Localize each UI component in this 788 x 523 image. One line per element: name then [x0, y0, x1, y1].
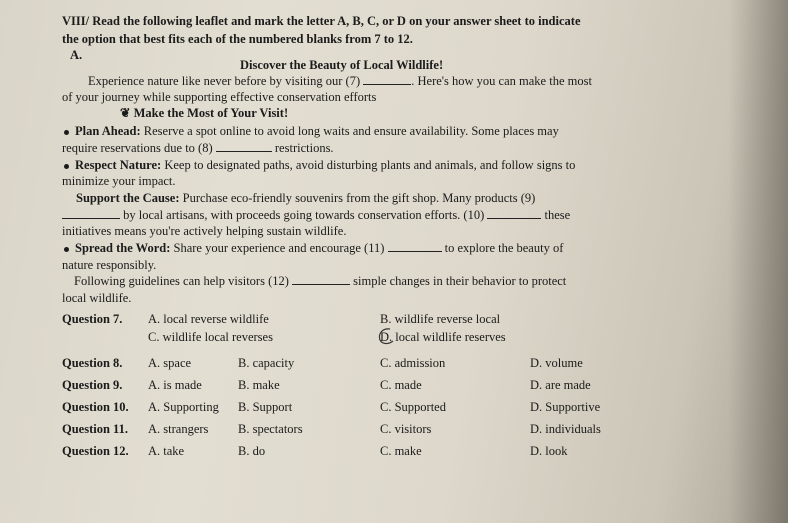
blank-8	[216, 141, 272, 152]
blank-11	[388, 241, 442, 252]
respect-text-a: Keep to designated paths, avoid disturbing plants and animals, and follow signs to	[161, 158, 576, 172]
support-text-c: these	[544, 208, 571, 222]
option-c[interactable]: C. admission	[380, 356, 446, 370]
support-label: Support the Cause:	[76, 191, 180, 205]
leaf-icon: ❦	[120, 106, 134, 120]
option-a[interactable]: A. local reverse wildlife	[148, 312, 269, 326]
support-line-3: initiatives means you're actively helping sustain wildlife.	[62, 224, 347, 238]
plan-line-2	[62, 141, 334, 155]
question-label: Question 12.	[62, 444, 129, 458]
option-b[interactable]: B. wildlife reverse local	[380, 312, 501, 326]
plan-text-b: require reservations due to (8)	[62, 141, 213, 155]
option-d[interactable]: D. volume	[530, 356, 583, 370]
spread-text-a: Share your experience and encourage (11)	[170, 241, 385, 255]
option-a[interactable]: A. space	[148, 356, 192, 370]
option-b[interactable]: B. do	[238, 444, 266, 458]
support-text-b: by local artisans, with proceeds going towards conservation efforts. (10)	[123, 208, 485, 222]
option-d[interactable]: D. individuals	[530, 422, 601, 436]
option-d[interactable]: D. look	[530, 444, 568, 458]
option-c[interactable]: C. made	[380, 378, 422, 392]
option-b[interactable]: B. make	[238, 378, 280, 392]
bullet-dot	[64, 130, 69, 135]
plan-label: Plan Ahead:	[75, 124, 141, 138]
option-a[interactable]: A. Supporting	[148, 400, 219, 414]
bullet-plan	[64, 124, 559, 138]
question-label: Question 9.	[62, 378, 123, 392]
blank-9	[62, 208, 120, 219]
respect-label: Respect Nature:	[75, 158, 162, 172]
blank-10	[487, 208, 541, 219]
blank-7	[363, 74, 411, 85]
support-text-a: Purchase eco-friendly souvenirs from the gift shop. Many products (9)	[179, 191, 536, 205]
section-letter: A.	[70, 48, 83, 62]
spread-label: Spread the Word:	[75, 241, 171, 255]
option-a[interactable]: A. strangers	[148, 422, 209, 436]
option-c[interactable]: C. make	[380, 444, 422, 458]
intro-line-2: of your journey while supporting effective conservation efforts	[62, 90, 377, 104]
blank-12	[292, 274, 350, 285]
intro-line-1	[88, 74, 592, 88]
follow-text-b: simple changes in their behavior to protect	[353, 274, 567, 288]
subtitle-text: Make the Most of Your Visit!	[133, 106, 289, 120]
option-d[interactable]: D. Supportive	[530, 400, 601, 414]
intro-text-a: Experience nature like never before by visiting our (7)	[88, 74, 361, 88]
option-a[interactable]: A. take	[148, 444, 185, 458]
bullet-dot	[64, 164, 69, 169]
subtitle	[120, 106, 288, 120]
bullet-spread	[64, 241, 563, 255]
question-label: Question 8.	[62, 356, 123, 370]
plan-text-c: restrictions.	[274, 141, 334, 155]
option-b[interactable]: B. capacity	[238, 356, 295, 370]
plan-text-a: Reserve a spot online to avoid long waits and ensure availability. Some places may	[140, 124, 559, 138]
bullet-support	[76, 191, 535, 205]
option-a[interactable]: A. is made	[148, 378, 202, 392]
option-c[interactable]: C. wildlife local reverses	[148, 330, 273, 344]
option-d[interactable]: D. are made	[530, 378, 591, 392]
respect-line-2: minimize your impact.	[62, 174, 176, 188]
follow-line-2: local wildlife.	[62, 291, 132, 305]
instruction-line-1: VIII/ Read the following leaflet and mark the letter A, B, C, or D on your answer sheet to indicate	[62, 14, 581, 28]
question-label: Question 7.	[62, 312, 123, 326]
follow-text-a: Following guidelines can help visitors (12)	[74, 274, 289, 288]
instruction-line-2: the option that best fits each of the numbered blanks from 7 to 12.	[62, 32, 413, 46]
leaflet-title: Discover the Beauty of Local Wildlife!	[240, 58, 444, 72]
spread-line-2: nature responsibly.	[62, 258, 157, 272]
spread-text-b: to explore the beauty of	[444, 241, 564, 255]
page-shadow	[728, 0, 788, 523]
bullet-respect	[64, 158, 575, 172]
option-b[interactable]: B. Support	[238, 400, 293, 414]
pen-circle-mark	[376, 326, 396, 346]
option-b[interactable]: B. spectators	[238, 422, 303, 436]
question-label: Question 10.	[62, 400, 129, 414]
bullet-dot	[64, 247, 69, 252]
option-c[interactable]: C. Supported	[380, 400, 446, 414]
follow-line-1	[74, 274, 566, 288]
question-label: Question 11.	[62, 422, 128, 436]
option-d[interactable]: D. local wildlife reserves	[380, 330, 506, 344]
option-c[interactable]: C. visitors	[380, 422, 432, 436]
support-line-2	[62, 208, 570, 222]
intro-text-b: . Here's how you can make the most	[411, 74, 592, 88]
